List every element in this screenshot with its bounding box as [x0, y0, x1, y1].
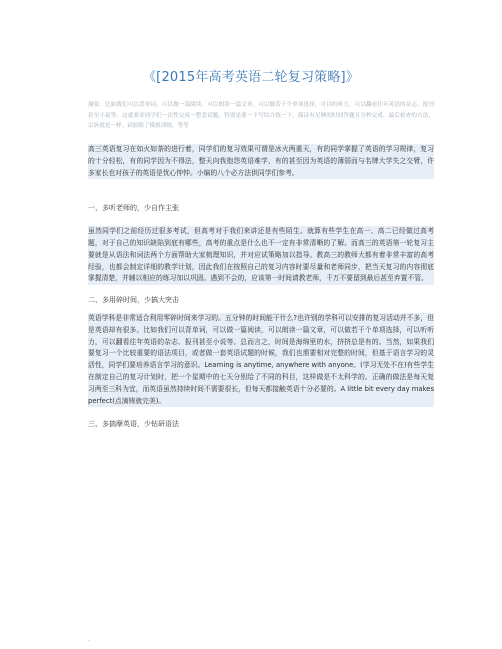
intro-paragraph: 高三英语复习在如火如荼的进行着，同学们的复习效果可谓是冰火两重天，有的同学掌握了英语的学习规律，复习的十分轻松，有的同学因为不得法，整天向我抱怨英语难学，有的甚至因为英语的薄弱而与名牌大学失之交臂，许多家长也对孩子的英语是忧心忡忡。小编的八个必方法供同学们参考。	[88, 144, 434, 179]
document-title: 《[2015年高考英语二轮复习策略]》	[142, 70, 360, 85]
section-heading-3: 三、多揣摩英语，少钻研语法	[88, 420, 179, 429]
section-body-1: 虽然同学们之前经历过很多考试，但高考对于我们来讲还是有些陌生。就算有些学生在高一、高二已经做过高考题，对于自己的知识缺陷到底有哪些，高考的重点是什么也不一定有非常清晰的了解。而高三的英语第一轮复习主要就是从语法和词法两个方面帮助大家梳理知识，并对应试策略加以指导。教高三的教师大都有着非常丰富的高考经验，也都会制定详细的教学计划，因此我们在按照自己的复习内容时要尽量和老师同步，把当天复习的内容彻底掌握清楚，并辅以相应的练习加以巩固。遇到不会的，应该第一时间请教老师，千万不要留到最后甚至弃置不管。	[88, 226, 434, 285]
document-body	[88, 144, 434, 431]
section-heading-2: 二、多用碎时间，少搞大突击	[88, 296, 179, 305]
section-heading-1: 一、多听老师的，少自作主张	[88, 204, 179, 213]
footer-mark: .	[88, 636, 90, 643]
section-body-2: 英语学科是非常适合利用零碎时间来学习的。五分钟的时间能干什么?也许别的学科可以安排的复习活动并不多，但是英语却有很多。比如我们可以背单词，可以做一篇阅读，可以朗读一篇文章，可以做若干个单项选择，可以听听力，可以翻看往年英语的杂志、报刊甚至小说等。总而言之，时间是海绵里的水，挤挤总是有的。当然，如果我们要复习一个比较重要的语法项目，或者做一套英语试题的时候，我们也需要相对完整的时间，但基于语言学习的灵活性，同学们要培养语言学习的意识。Learning is anytime, anywhere with anyone。(学习无处不在)有些学生在制定自己的复习计划时，把一个星期中的七天分别给了不同的科目，这样做是不太科学的。正确的做法是每天复习两至三科为宜，而英语虽然持续时间不需要很长，但每天都接触英语十分必要的。A little bit every day makes perfect(点滴铸就完美)。	[88, 313, 434, 407]
document-summary: 摘要：比如我们可以背单词，可以做一篇阅读，可以朗读一篇文章，可以做若干个单项选择，可以听听力，可以翻看往年英语的杂志、报刊甚至小说等。这就要求同学们一次性完成一整套试题，特别是要一下写综合练一下，保证有足够的时间答题且分秒完成，最后检查的方法，宗旨就是一样。试验除了模拟训练，等等	[88, 102, 434, 129]
